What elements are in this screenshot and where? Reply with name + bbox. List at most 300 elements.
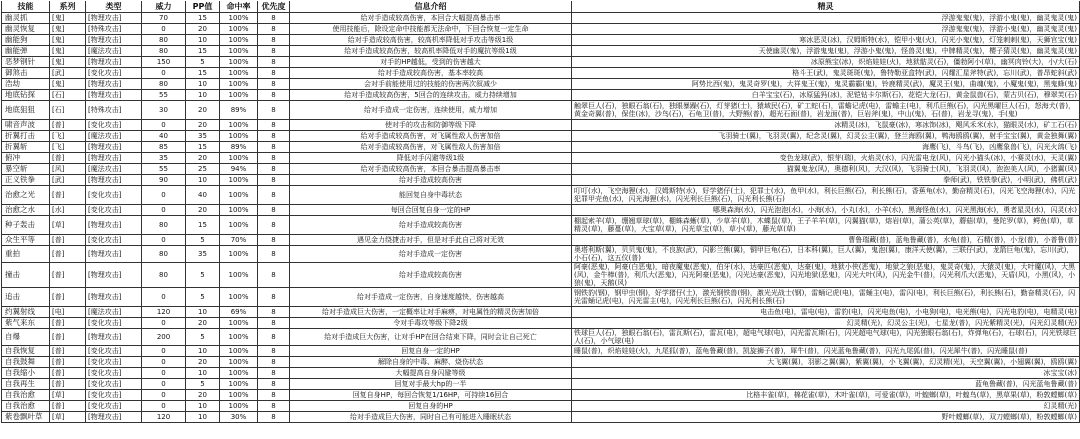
- table-row: [2, 101, 1080, 120]
- sprites-cell: 叮叮(水)，飞空海狸(水)，汉姆斯特(水)，好学猪仔(土)，犯罪士(水)，鱼甲(水)，利长巨熊(石)，利长熊(石)，香蕉龟(水)，勤奋精灵(石)，闪光飞空海狸(水)，闪光犯罪甲壳鱼(水)，闪光海狸(水)，闪光利长巨熊(石)，闪光利长熊(石): [572, 186, 1080, 205]
- series-cell: [石]: [50, 101, 86, 120]
- priority-cell: 8: [258, 318, 290, 329]
- priority-cell: 8: [258, 205, 290, 216]
- header-sprites: 精灵: [572, 1, 1080, 13]
- info-cell: 回复自身一定的HP: [290, 346, 572, 357]
- priority-cell: 8: [258, 79, 290, 90]
- pp-cell: 15: [186, 68, 220, 79]
- power-cell: 0: [142, 346, 186, 357]
- skill-name-cell: 治愈之水: [2, 205, 50, 216]
- accuracy-cell: 69%: [220, 307, 258, 318]
- skill-name-cell: 正义铁拳: [2, 175, 50, 186]
- accuracy-cell: 70%: [220, 235, 258, 246]
- power-cell: 0: [142, 368, 186, 379]
- power-cell: 30: [142, 101, 186, 120]
- sprites-cell: 幻灵精(光): [572, 401, 1080, 412]
- type-cell: [特殊攻击]: [86, 101, 142, 120]
- type-cell: [物理攻击]: [86, 142, 142, 153]
- power-cell: 150: [142, 57, 186, 68]
- priority-cell: 8: [258, 164, 290, 175]
- info-cell: 回复自身HP，每回合恢复1/16HP，可持续16回合: [290, 390, 572, 401]
- pp-cell: 5: [186, 263, 220, 288]
- header-priority: 优先度: [258, 1, 290, 13]
- series-cell: [鬼]: [50, 57, 86, 68]
- info-cell: 回复对手最大hp的一半: [290, 379, 572, 390]
- accuracy-cell: 100%: [220, 401, 258, 412]
- priority-cell: 8: [258, 24, 290, 35]
- sprites-cell: 寒冰恶灵(冰)，汉姆斯特(水)，铠甲小鬼(火)，闪光小鬼(鬼)，灯笼刺刺(鬼)，天狮官宝(鬼): [572, 35, 1080, 46]
- info-cell: 令对手毒攻等级下降2级: [290, 318, 572, 329]
- skill-name-cell: 幽灵抓: [2, 13, 50, 24]
- series-cell: [普]: [50, 401, 86, 412]
- accuracy-cell: 100%: [220, 153, 258, 164]
- type-cell: [变化攻击]: [86, 318, 142, 329]
- accuracy-cell: 100%: [220, 263, 258, 288]
- type-cell: [变化攻击]: [86, 357, 142, 368]
- priority-cell: 8: [258, 288, 290, 307]
- info-cell: 给对手造成较高伤害，对飞属性敌人伤害加倍: [290, 142, 572, 153]
- info-cell: 使对手的攻击和防御等级下降: [290, 120, 572, 131]
- sprites-cell: 猫翼鬼龙(风)，奥德利(风)，大汉(风)，飞羽骑士(风)，飞羽灵(风)，泡泡美人(风)，小猪翼(风): [572, 164, 1080, 175]
- type-cell: [物理攻击]: [86, 288, 142, 307]
- accuracy-cell: 100%: [220, 90, 258, 101]
- power-cell: 80: [142, 79, 186, 90]
- type-cell: [变化攻击]: [86, 346, 142, 357]
- priority-cell: 8: [258, 379, 290, 390]
- header-type: 类型: [86, 1, 142, 13]
- series-cell: [普]: [50, 153, 86, 164]
- priority-cell: 8: [258, 329, 290, 346]
- sprites-cell: 阿豪(恶鬼)，阿豪(白恶鬼)，暗夜魔鬼(恶鬼)，伯牙(水)，达豪匹(恶鬼)，达豪(鬼)，地狱小侠(恶鬼)，地狱之狼(恶鬼)，鬼灵奇(鬼)，大猿灵(鬼)，大叶魔(风)，大黑(风)，金牛棒(普)，利爪大(恶鬼)，闪光阿豪(恶鬼)，闪光达豪(恶鬼)，闪光地狱(恶鬼)，闪光大叶(风)，闪光金牛(普)，闪光利爪大(恶鬼)，天盾(风)，小黑(风)，小狼(鬼)，天鹅(风): [572, 263, 1080, 288]
- info-cell: 给对手造成较高伤害: [290, 263, 572, 288]
- priority-cell: 8: [258, 307, 290, 318]
- series-cell: [鬼]: [50, 24, 86, 35]
- skill-name-cell: 恶梦钢针: [2, 57, 50, 68]
- series-cell: [普]: [50, 346, 86, 357]
- power-cell: 0: [142, 235, 186, 246]
- skill-name-cell: 治愈之光: [2, 186, 50, 205]
- power-cell: 80: [142, 35, 186, 46]
- table-row: [2, 368, 1080, 379]
- type-cell: [魔法攻击]: [86, 307, 142, 318]
- series-cell: [飞]: [50, 142, 86, 153]
- skill-name-cell: 浩劫: [2, 79, 50, 90]
- type-cell: [变化攻击]: [86, 379, 142, 390]
- sprites-cell: 铁球巨人(石)，独眼石翁(石)，雷瓦斯(石)，雷瓦(电)，超电气球(电)，闪光雷瓦斯(石)，闪光超电气球(电)，闪光独眼石翁(石)，炸弹龟(石)，石球(石)，闪光铁球巨人(石)，小气球(电): [572, 329, 1080, 346]
- pp-cell: 15: [186, 46, 220, 57]
- priority-cell: 8: [258, 90, 290, 101]
- type-cell: [物理攻击]: [86, 90, 142, 101]
- type-cell: [变化攻击]: [86, 368, 142, 379]
- skill-name-cell: 地底钻探: [2, 90, 50, 101]
- table-row: [2, 307, 1080, 318]
- accuracy-cell: 94%: [220, 164, 258, 175]
- power-cell: 55: [142, 164, 186, 175]
- type-cell: [变化攻击]: [86, 120, 142, 131]
- table-row: [2, 79, 1080, 90]
- power-cell: 0: [142, 390, 186, 401]
- power-cell: 80: [142, 263, 186, 288]
- info-cell: 对手的HP越低，受到的伤害越大: [290, 57, 572, 68]
- series-cell: [风]: [50, 164, 86, 175]
- pp-cell: 20: [186, 153, 220, 164]
- series-cell: [武]: [50, 175, 86, 186]
- series-cell: [普]: [50, 288, 86, 307]
- pp-cell: 10: [186, 35, 220, 46]
- sprites-cell: 海鹰(飞)，斗鸟(飞)，凶鹰象兽(飞)，闪光火鸽(飞): [572, 142, 1080, 153]
- series-cell: [普]: [50, 329, 86, 346]
- type-cell: [魔法攻击]: [86, 131, 142, 142]
- sprites-cell: 浮游鬼鬼(鬼)，浮游小鬼(鬼)，幽灵鬼灵(鬼): [572, 13, 1080, 24]
- info-cell: 给对手造成较高伤害，基本率较高: [290, 68, 572, 79]
- series-cell: [普]: [50, 357, 86, 368]
- table-row: [2, 186, 1080, 205]
- series-cell: [普]: [50, 235, 86, 246]
- header-skill: 技能: [2, 1, 50, 13]
- sprites-cell: 睡鼠(普)，炽焰娃娃(火)，九尾狐(普)，蓝龟鲁藏(普)，凯旋狮子(普)，犀牛(普)，闪光蓝龟鲁藏(普)，闪光九尾狐(普)，闪光犀牛(普)，闪光睡鼠(普): [572, 346, 1080, 357]
- priority-cell: 8: [258, 131, 290, 142]
- skill-name-cell: 自我恢复: [2, 346, 50, 357]
- table-row: [2, 131, 1080, 142]
- pp-cell: 20: [186, 205, 220, 216]
- priority-cell: 8: [258, 46, 290, 57]
- sprites-cell: 比格丰雀(草)，棉花雀(草)，木叶雀(草)，可爱雀(草)，叶蝗螂(草)，叶蝗鸟(草)，黑草果(草)，粉敦螳螂(草): [572, 390, 1080, 401]
- power-cell: 80: [142, 246, 186, 263]
- info-cell: 回复自身的HP: [290, 401, 572, 412]
- type-cell: [物理攻击]: [86, 79, 142, 90]
- table-row: [2, 318, 1080, 329]
- accuracy-cell: 100%: [220, 368, 258, 379]
- sprites-cell: 冰宝宝(冰): [572, 368, 1080, 379]
- accuracy-cell: 100%: [220, 205, 258, 216]
- table-row: [2, 216, 1080, 235]
- info-cell: 给对手造成较高伤害，本回合暴击提高暴击率: [290, 164, 572, 175]
- power-cell: 35: [142, 153, 186, 164]
- header-info: 信息介绍: [290, 1, 572, 13]
- skill-name-cell: 众生平等: [2, 235, 50, 246]
- type-cell: [物理攻击]: [86, 153, 142, 164]
- sprites-cell: 触翠巨人(石)，独眼石翁(石)，独眼暴躁(石)，灯芽猪(士)，猿域民(石)，矿工蛇(石)，雷蟾记虎(电)，雷蟾主(电)，利爪巨熊(石)，闪光黑曜巨人(石)，怒海犬(普)，黄金奇翼(普)，保佳(冰)，沙鸟(石)，石龟卫(普)，大野熊(普)，超光石面(普)，岩龙面(普)，巨岩斧(鬼)，中山(鬼)，石(普)，岩龙寻(鬼)，手(鬼): [572, 101, 1080, 120]
- table-row: [2, 120, 1080, 131]
- sprites-cell: 白羊宝宝(石)，冰原猛犸(冰)，泥铠钻卡尔斯(石)，花铠大龙(石)，黄金鼠兽(石)，蒙古贝(石)，穆翠芙(石): [572, 90, 1080, 101]
- series-cell: [普]: [50, 379, 86, 390]
- pp-cell: 10: [186, 346, 220, 357]
- accuracy-cell: 100%: [220, 390, 258, 401]
- power-cell: 0: [142, 379, 186, 390]
- table-row: [2, 288, 1080, 307]
- type-cell: [变化攻击]: [86, 401, 142, 412]
- accuracy-cell: 100%: [220, 57, 258, 68]
- type-cell: [变化攻击]: [86, 68, 142, 79]
- info-cell: 给对手造成一定伤害，自身速度越快，伤害越高: [290, 288, 572, 307]
- series-cell: [水]: [50, 205, 86, 216]
- power-cell: 55: [142, 90, 186, 101]
- type-cell: [变化攻击]: [86, 205, 142, 216]
- table-row: [2, 35, 1080, 46]
- skill-name-cell: 御煞击: [2, 68, 50, 79]
- skill-name-cell: 俯冲: [2, 153, 50, 164]
- table-row: [2, 142, 1080, 153]
- sprites-cell: 飞羽骑士(翼)，飞羽灵(翼)，纪念灵(翼)，幻灵公主(翼)，登兰海鸥(翼)，鸭海鸥鸥(翼)，射手宝宝(翼)，黄金独舞(翼): [572, 131, 1080, 142]
- series-cell: [普]: [50, 186, 86, 205]
- pp-cell: 10: [186, 412, 220, 423]
- info-cell: 给对手造成较高伤害，5回合的连续攻击，威力持续增加: [290, 90, 572, 101]
- pp-cell: 20: [186, 390, 220, 401]
- series-cell: [电]: [50, 307, 86, 318]
- series-cell: [普]: [50, 246, 86, 263]
- pp-cell: 15: [186, 13, 220, 24]
- priority-cell: 8: [258, 216, 290, 235]
- skill-name-cell: 折翼斩: [2, 142, 50, 153]
- power-cell: 80: [142, 46, 186, 57]
- info-cell: 给对手造成较高伤害: [290, 175, 572, 186]
- priority-cell: 8: [258, 101, 290, 120]
- type-cell: [变化攻击]: [86, 235, 142, 246]
- info-cell: 给对手造成一定伤害: [290, 246, 572, 263]
- pp-cell: 20: [186, 357, 220, 368]
- table-row: [2, 175, 1080, 186]
- power-cell: 40: [142, 131, 186, 142]
- accuracy-cell: 100%: [220, 24, 258, 35]
- info-cell: 解除自身的中毒、麻醉、烧伤状态: [290, 357, 572, 368]
- sprites-cell: 冰原熊宝(冰)，炽焰娃娃(火)，地狱骷灵(石)，僵勃阿小(草)，幽冥肉铃(大)，小/大(石): [572, 57, 1080, 68]
- priority-cell: 8: [258, 68, 290, 79]
- power-cell: 120: [142, 412, 186, 423]
- priority-cell: 8: [258, 357, 290, 368]
- priority-cell: 8: [258, 13, 290, 24]
- info-cell: 给对手造成较高伤害，对飞属性敌人伤害加倍: [290, 131, 572, 142]
- type-cell: [魔法攻击]: [86, 164, 142, 175]
- accuracy-cell: 100%: [220, 186, 258, 205]
- power-cell: 0: [142, 318, 186, 329]
- series-cell: [飞]: [50, 131, 86, 142]
- accuracy-cell: 100%: [220, 175, 258, 186]
- table-row: [2, 346, 1080, 357]
- pp-cell: 25: [186, 164, 220, 175]
- skill-name-cell: 自爆: [2, 329, 50, 346]
- pp-cell: 10: [186, 175, 220, 186]
- series-cell: [武]: [50, 68, 86, 79]
- sprites-cell: 曹鲁瑞藏(普)，蓝龟鲁藏(普)，水龟(普)，石精(普)，小龙(普)，小普鲁(普): [572, 235, 1080, 246]
- info-cell: 降低对手闪避等级1级: [290, 153, 572, 164]
- info-cell: 给对手造成较高伤害，较高机率降低对手攻击等级1级: [290, 35, 572, 46]
- skill-name-cell: 种子轰击: [2, 216, 50, 235]
- sprites-cell: 哪奥森海(水)，闪光泡泡(水)，小海(水)，小丸(水)，小羊(水)，黑海怪鱼(水)，闪光黑海(水)，勇者星灵(水)，闪灵(水): [572, 205, 1080, 216]
- accuracy-cell: 100%: [220, 318, 258, 329]
- type-cell: [特殊攻击]: [86, 24, 142, 35]
- skill-name-cell: 约翼射线: [2, 307, 50, 318]
- info-cell: 给对手造成较高伤害，较高机率降低对手的魔抗等级1级: [290, 46, 572, 57]
- power-cell: 0: [142, 288, 186, 307]
- accuracy-cell: 89%: [220, 101, 258, 120]
- type-cell: [物理攻击]: [86, 263, 142, 288]
- skill-name-cell: 自我治愈: [2, 390, 50, 401]
- priority-cell: 8: [258, 368, 290, 379]
- accuracy-cell: 100%: [220, 46, 258, 57]
- header-power: 威力: [142, 1, 186, 13]
- type-cell: [物理攻击]: [86, 57, 142, 68]
- power-cell: 70: [142, 13, 186, 24]
- pp-cell: 35: [186, 131, 220, 142]
- skill-name-cell: 自我鼓舞: [2, 357, 50, 368]
- power-cell: 85: [142, 142, 186, 153]
- skill-name-cell: 暴空斩: [2, 164, 50, 175]
- type-cell: [魔法攻击]: [86, 46, 142, 57]
- header-series: 系列: [50, 1, 86, 13]
- series-cell: [鬼]: [50, 46, 86, 57]
- accuracy-cell: 100%: [220, 35, 258, 46]
- info-cell: 给对手造成较高伤害: [290, 216, 572, 235]
- skill-name-cell: 重拍: [2, 246, 50, 263]
- accuracy-cell: 100%: [220, 120, 258, 131]
- pp-cell: 5: [186, 288, 220, 307]
- power-cell: 0: [142, 401, 186, 412]
- sprites-cell: 奥塔利斯(翼)，贝贝鬼(鬼)，不良族(武)，闪影兰熊(翼)，铜甲巨龟(石)，日本科(翼)，巨人(翼)，鬼泡(翼)，康洋天使(翼)，三联仔(武)，龙箭巨龟(鬼)，忘川(武)，小石(石)，这五仪(普): [572, 246, 1080, 263]
- info-cell: 会对手前能使用过的技能的伤害两次叙减少: [290, 79, 572, 90]
- accuracy-cell: 100%: [220, 329, 258, 346]
- info-cell: 能回复自身中毒状态: [290, 186, 572, 205]
- priority-cell: 8: [258, 390, 290, 401]
- header-row: [2, 1, 1080, 13]
- skill-name-cell: 幽灵恢复: [2, 24, 50, 35]
- accuracy-cell: 100%: [220, 216, 258, 235]
- priority-cell: 8: [258, 120, 290, 131]
- pp-cell: 15: [186, 142, 220, 153]
- skill-name-cell: 幽能狗: [2, 35, 50, 46]
- power-cell: 200: [142, 329, 186, 346]
- series-cell: [鬼]: [50, 35, 86, 46]
- table-row: [2, 329, 1080, 346]
- power-cell: 80: [142, 216, 186, 235]
- sprites-cell: 幻灵精(光)，幻灵公主(光)，七星龙(普)，闪光紫精灵(光)，闪光幻灵精(光): [572, 318, 1080, 329]
- sprites-cell: 棚起索羊(草)，绷翘草球(草)，棚蛛森蜥(草)，少草羊(草)，木蝶鼠(草)，王子羊羊(草)，闪翼猫(草)，熔岩(草)，蒲公英(草)，蘑菇(草)，曼陀罗(草)，鳄鱼(草)，草精灵(草)，藤蔓(草)，大宝草(草)，闪光草宝(草)，草小(草)，藤光草(草): [572, 216, 1080, 235]
- sprites-cell: 蓝龟鲁藏(普)，闪光蓝龟鲁藏(普): [572, 379, 1080, 390]
- type-cell: [物理攻击]: [86, 329, 142, 346]
- pp-cell: 35: [186, 246, 220, 263]
- pp-cell: 10: [186, 307, 220, 318]
- info-cell: 给对手造成巨大伤害，一定概率让对手麻痹，对电属性的精灵伤害加倍: [290, 307, 572, 318]
- skill-name-cell: 紫卷飘叶草: [2, 412, 50, 423]
- series-cell: [草]: [50, 390, 86, 401]
- table-body: [2, 13, 1080, 423]
- pp-cell: 20: [186, 24, 220, 35]
- info-cell: 每回合回复自身一定的HP: [290, 205, 572, 216]
- power-cell: 0: [142, 120, 186, 131]
- header-accuracy: 命中率: [220, 1, 258, 13]
- accuracy-cell: 100%: [220, 346, 258, 357]
- sprites-cell: 电击鱼(电)，雷电(电)，雷豹(电)，闪光电鱼(电)，小电狗(电)，电光熊(电)，闪光电豹(电)，电精灵(电): [572, 307, 1080, 318]
- accuracy-cell: 100%: [220, 246, 258, 263]
- series-cell: [鬼]: [50, 13, 86, 24]
- priority-cell: 8: [258, 142, 290, 153]
- table-row: [2, 379, 1080, 390]
- skill-name-cell: 撞击: [2, 263, 50, 288]
- skill-name-cell: 折翼打击: [2, 131, 50, 142]
- pp-cell: 10: [186, 90, 220, 101]
- priority-cell: 8: [258, 153, 290, 164]
- type-cell: [物理攻击]: [86, 216, 142, 235]
- accuracy-cell: 100%: [220, 379, 258, 390]
- table-row: [2, 246, 1080, 263]
- power-cell: 120: [142, 307, 186, 318]
- skill-name-cell: 追击: [2, 288, 50, 307]
- pp-cell: 20: [186, 318, 220, 329]
- accuracy-cell: 100%: [220, 357, 258, 368]
- series-cell: [普]: [50, 368, 86, 379]
- sprites-cell: 天使幽灵(鬼)，浮游鬼鬼(鬼)，浮游小鬼(鬼)，怪兽灵(鬼)，中牌精灵(鬼)，樱子猜灵(鬼)，幽灵鬼灵(鬼): [572, 46, 1080, 57]
- pp-cell: 40: [186, 186, 220, 205]
- info-cell: 给对手造成巨大伤害，同时自己有可能进入睡眠状态: [290, 412, 572, 423]
- type-cell: [物理攻击]: [86, 412, 142, 423]
- power-cell: 0: [142, 357, 186, 368]
- series-cell: [鬼]: [50, 79, 86, 90]
- sprites-cell: 变色龙球(武)，银芽(瑞)，火焰灵(水)，闪光雷电龙(风)，闪光小猫头(冰)，小赛灵(水)，天灵(翼): [572, 153, 1080, 164]
- table-row: [2, 263, 1080, 288]
- pp-cell: 10: [186, 401, 220, 412]
- skill-name-cell: 幽能弹: [2, 46, 50, 57]
- type-cell: [变化攻击]: [86, 390, 142, 401]
- type-cell: [物理攻击]: [86, 35, 142, 46]
- priority-cell: 8: [258, 175, 290, 186]
- table-row: [2, 68, 1080, 79]
- accuracy-cell: 100%: [220, 79, 258, 90]
- priority-cell: 8: [258, 346, 290, 357]
- table-row: [2, 164, 1080, 175]
- pp-cell: 5: [186, 379, 220, 390]
- table-row: [2, 57, 1080, 68]
- priority-cell: 8: [258, 401, 290, 412]
- skill-name-cell: 地底狙狙: [2, 101, 50, 120]
- sprites-cell: 野叶螳螂(草)，双刀螳螂(草)，粉敦螳螂(草): [572, 412, 1080, 423]
- accuracy-cell: 100%: [220, 131, 258, 142]
- sprites-cell: 钢铁豹(钢)，钢甲虫(钢)，好学猪仔(土)，激光钢铁兽(钢)，激光光战士(钢)，雷蛹记虎(电)，雷蛹主(电)，雷闪(电)，利长巨熊(石)，利长熊(石)，勤奋精灵(石)，闪光雷蛹记虎(电)，闪光雷主(电)，闪光利长巨熊(石)，闪光利长熊(石): [572, 288, 1080, 307]
- series-cell: [草]: [50, 216, 86, 235]
- series-cell: [草]: [50, 412, 86, 423]
- skill-name-cell: 自我缩小: [2, 368, 50, 379]
- power-cell: 0: [142, 205, 186, 216]
- priority-cell: 8: [258, 35, 290, 46]
- sprites-cell: 浮游鬼鬼(鬼)，浮游小鬼(鬼)，幽灵鬼灵(鬼): [572, 24, 1080, 35]
- power-cell: 0: [142, 186, 186, 205]
- priority-cell: 8: [258, 57, 290, 68]
- priority-cell: 8: [258, 412, 290, 423]
- sprites-cell: 冰精灵(冰)，飞鼠豪(冰)，寒冰饰(冰)，飓风禾米(水)，猫眼灵(水)，矿工石(石): [572, 120, 1080, 131]
- table-row: [2, 390, 1080, 401]
- info-cell: 给对手造成巨大伤害，让对手HP在回合结束下降，同时会让自己死亡: [290, 329, 572, 346]
- accuracy-cell: 100%: [220, 68, 258, 79]
- accuracy-cell: 89%: [220, 142, 258, 153]
- power-cell: 0: [142, 68, 186, 79]
- table-row: [2, 235, 1080, 246]
- type-cell: [物理攻击]: [86, 13, 142, 24]
- sprites-cell: 格斗王(武)，鬼灵斑斑(鬼)，鲁特勒亚盒特(武)，闪耀汇星斧特(武)，忘川(武)，普昂蛇斜(武): [572, 68, 1080, 79]
- header-pp: PP值: [186, 1, 220, 13]
- info-cell: 给对手造成较高伤害，本回合大幅提高暴击率: [290, 13, 572, 24]
- table-row: [2, 153, 1080, 164]
- table-row: [2, 357, 1080, 368]
- skill-name-cell: 自我治愈: [2, 401, 50, 412]
- table-row: [2, 13, 1080, 24]
- table-row: [2, 412, 1080, 423]
- pp-cell: 20: [186, 101, 220, 120]
- info-cell: 大幅提高自身闪避等级: [290, 368, 572, 379]
- type-cell: [物理攻击]: [86, 175, 142, 186]
- priority-cell: 8: [258, 186, 290, 205]
- pp-cell: 5: [186, 57, 220, 68]
- priority-cell: 8: [258, 263, 290, 288]
- table-row: [2, 205, 1080, 216]
- priority-cell: 8: [258, 246, 290, 263]
